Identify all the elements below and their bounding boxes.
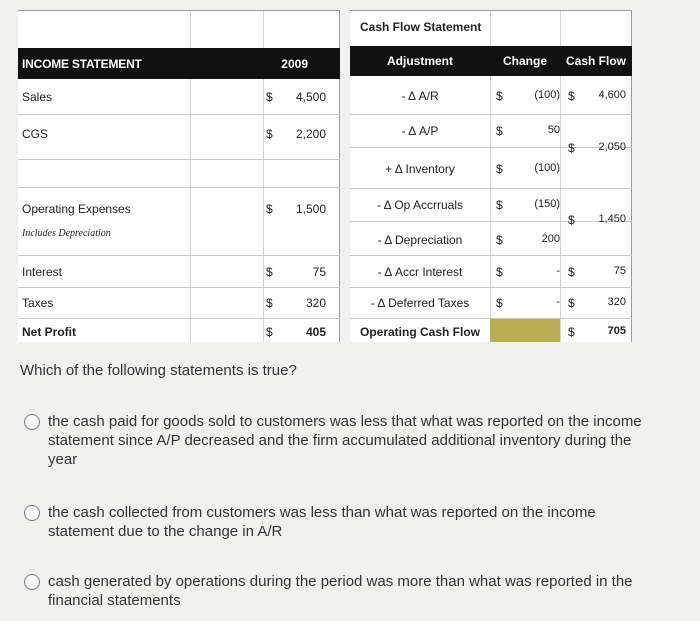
change-value: - [556, 265, 560, 277]
cash-flow-table [350, 10, 632, 342]
currency-symbol: $ [266, 296, 273, 310]
row-sublabel: Includes Depreciation [22, 228, 111, 239]
table-row [18, 256, 340, 288]
adjustment-label: Operating Cash Flow [359, 325, 480, 339]
cash-flow-value: 320 [607, 296, 626, 308]
cash-flow-value: 1,450 [598, 213, 626, 225]
income-header-row [18, 48, 340, 79]
income-statement-table [18, 10, 340, 342]
currency-symbol: $ [496, 89, 503, 103]
answer-option-text: the cash collected from customers was less than what was reported on the income statement due to the change in A/R [48, 504, 596, 540]
change-value: (150) [534, 198, 560, 210]
answer-option-text: cash generated by operations during the period was more than what was reported in the financial statements [48, 573, 633, 609]
table-row [18, 115, 340, 160]
table-row [350, 148, 632, 189]
adjustment-label: - Δ A/R [401, 89, 439, 103]
currency-symbol: $ [568, 213, 575, 227]
table-row [18, 160, 340, 188]
cash-flow-header-row [350, 46, 632, 76]
table-row [18, 288, 340, 319]
row-label: Interest [22, 265, 63, 279]
cash-flow-header: Cash Flow [565, 54, 626, 68]
adjustment-label: - Δ Op Accrruals [376, 198, 464, 212]
row-value: 75 [312, 265, 326, 279]
change-value: (100) [534, 162, 560, 174]
currency-symbol: $ [496, 124, 503, 138]
currency-symbol: $ [496, 296, 503, 310]
radio-button[interactable] [24, 574, 40, 590]
table-row [350, 77, 632, 115]
question-text: Which of the following statements is true? [20, 362, 297, 379]
currency-symbol: $ [496, 233, 503, 247]
row-label: Sales [22, 90, 53, 104]
currency-symbol: $ [568, 89, 575, 103]
adjustment-label: - Δ A/P [401, 124, 439, 138]
table-row [350, 189, 632, 227]
change-header: Change [502, 54, 547, 68]
table-row [18, 319, 340, 342]
radio-button[interactable] [24, 414, 40, 430]
change-value: - [556, 296, 560, 308]
table-row [350, 319, 632, 342]
currency-symbol: $ [266, 202, 273, 216]
table-row [350, 115, 632, 155]
table-row [350, 288, 632, 319]
year-header: 2009 [281, 57, 308, 71]
cash-flow-value: 75 [613, 265, 626, 277]
row-value: 405 [305, 325, 326, 339]
row-label: Operating Expenses [22, 202, 131, 216]
adjustment-label: - Δ Depreciation [377, 233, 463, 247]
adjustment-label: - Δ Accr Interest [377, 265, 463, 279]
currency-symbol: $ [568, 265, 575, 279]
currency-symbol: $ [266, 127, 273, 141]
row-label: CGS [22, 127, 49, 141]
currency-symbol: $ [496, 198, 503, 212]
row-value: 4,500 [295, 90, 326, 104]
adjustment-header: Adjustment [387, 54, 453, 68]
table-row [350, 256, 632, 288]
change-value: 200 [541, 233, 560, 245]
row-value: 1,500 [295, 202, 326, 216]
adjustment-label: + Δ Inventory [385, 162, 455, 176]
change-value: 50 [547, 124, 560, 136]
answer-option-text: the cash paid for goods sold to customers was less that what was reported on the income statement since A/P decreased and the firm accumulated additional inventory during the year [48, 413, 642, 468]
currency-symbol: $ [496, 162, 503, 176]
radio-button[interactable] [24, 505, 40, 521]
highlighted-cell [490, 319, 560, 342]
cash-flow-value: 705 [607, 325, 626, 337]
table-row [350, 222, 632, 256]
table-row [18, 79, 340, 115]
currency-symbol: $ [568, 141, 575, 155]
row-label: Taxes [22, 296, 54, 310]
currency-symbol: $ [266, 265, 273, 279]
table-row [18, 188, 340, 256]
currency-symbol: $ [496, 265, 503, 279]
row-value: 320 [305, 296, 326, 310]
income-statement-title: INCOME STATEMENT [22, 57, 142, 71]
adjustment-label: - Δ Deferred Taxes [370, 296, 470, 310]
currency-symbol: $ [266, 325, 273, 339]
currency-symbol: $ [266, 90, 273, 104]
cash-flow-value: 4,600 [598, 89, 626, 101]
currency-symbol: $ [568, 325, 575, 339]
currency-symbol: $ [568, 296, 575, 310]
row-value: 2,200 [295, 127, 326, 141]
row-label: Net Profit [22, 325, 76, 339]
change-value: (100) [534, 89, 560, 101]
cash-flow-title: Cash Flow Statement [360, 20, 482, 34]
cash-flow-value: 2,050 [598, 141, 626, 153]
